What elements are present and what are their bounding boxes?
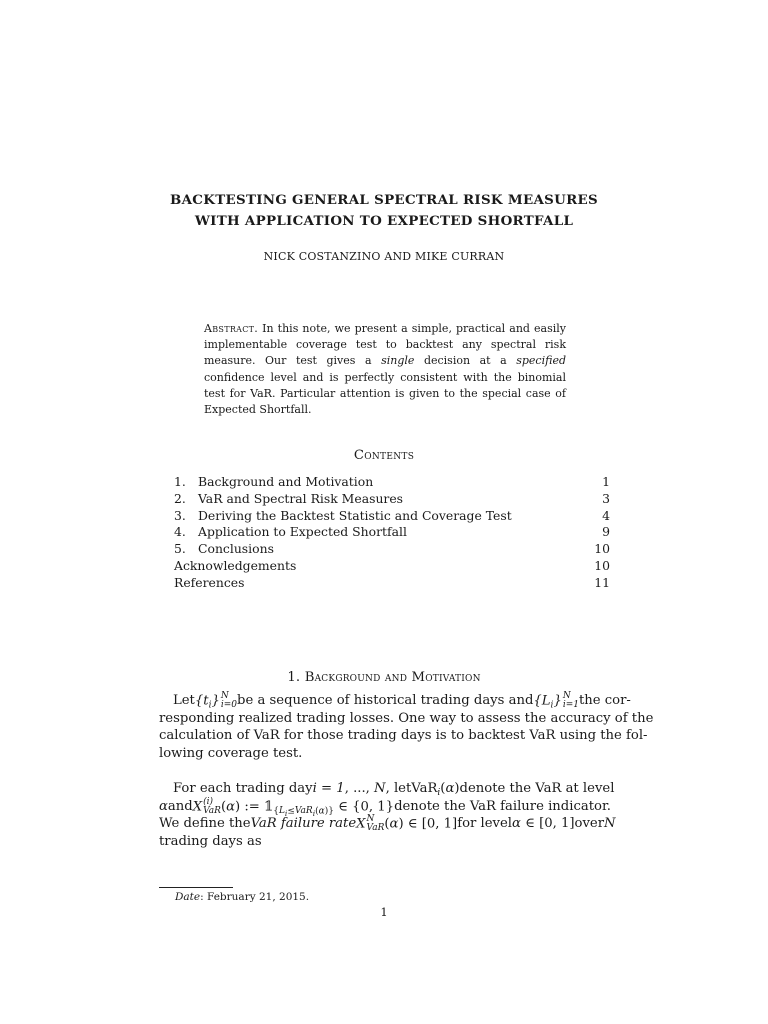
footnote-date [175,891,309,903]
contents-heading: Contents [353,448,415,463]
text-span: denote the VaR at level [459,781,615,796]
title-line-2: WITH APPLICATION TO EXPECTED SHORTFALL [194,213,574,229]
toc-entry-number: 2. [174,490,186,506]
math-failure-rate: X N VaR (α) ∈ [0, 1] [356,814,458,834]
section-1-heading [100,670,668,685]
paragraph-2 [159,780,616,850]
text-span: and [167,798,193,814]
paragraph-line [159,780,615,798]
toc-entry-title: Background and Motivation [198,474,374,489]
toc-entry-page: 10 [594,541,610,557]
abstract-text-a: In this note, we present a simple, practical and easily implementable coverage test to backtest any spectral risk measure. Our test gives a [204,322,566,368]
toc-entry-title: Conclusions [198,541,274,557]
math-indicator: X (i) VaR (α) := $𝟙_{\{L_i\le VaR_i(\alpha)\}}$ ∈ {0, 1} [192,796,395,818]
toc-entry-number: 3. [174,507,186,523]
toc-entry-number: 5. [174,541,186,557]
paper-title [100,190,668,232]
paragraph-line [159,798,609,816]
text-span: over [574,816,605,832]
title-line-1: BACKTESTING GENERAL SPECTRAL RISK MEASURES [170,192,598,208]
math-n: N [604,816,616,832]
text-span: We define the [159,816,251,832]
emph-var-failure-rate: VaR failure rate [250,816,357,832]
paper-authors: NICK COSTANZINO AND MIKE CURRAN [263,250,505,263]
text-span: denote the VaR failure indicator. [394,798,611,814]
math-t-sequence: $\{t_i\}$ N i=0 [194,691,238,711]
text-span: For each trading day [173,781,313,796]
toc-entry-title: Deriving the Backtest Statistic and Coverage Test [198,507,512,523]
text-span: be a sequence of historical trading days and [237,693,534,708]
toc-entry-title: Acknowledgements [174,557,297,573]
math-l-sequence: $\{L_i\}$ N i=1 [533,691,579,711]
toc-entry-page: 3 [602,490,610,506]
toc-entry-page: 10 [594,557,610,573]
toc-entry-page: 9 [602,524,610,540]
page-number: 1 [380,905,388,919]
toc-entry-page: 4 [602,507,610,523]
toc-entry-page: 1 [602,474,610,489]
text-span: for level [457,816,512,832]
toc-entry-title: VaR and Spectral Risk Measures [198,490,404,506]
toc-entry-4[interactable] [174,524,610,541]
toc-entry-number: 4. [174,524,186,540]
footnote-rule [159,887,233,888]
toc-entry-title: References [174,574,245,590]
text-span: , let [385,781,412,796]
text-span: Let [173,693,195,708]
paragraph-line [159,691,631,711]
abstract-emph-specified: specified [516,354,566,368]
toc-entry-title: Application to Expected Shortfall [198,524,407,540]
paragraph-line: responding realized trading losses. One way to assess the accuracy of the [159,710,654,726]
toc-entry-number: 1. [174,474,186,489]
abstract [204,321,566,418]
toc-entry-page: 11 [594,574,610,590]
toc-entry-5[interactable] [174,541,610,558]
abstract-label: Abstract. [204,322,259,335]
toc-entry-1[interactable] [174,474,610,491]
paragraph-line: lowing coverage test. [159,745,303,761]
table-of-contents [174,474,610,592]
paragraph-line [159,814,616,834]
paragraph-1 [159,691,654,762]
section-title: Background and Motivation [304,670,481,685]
paragraph-line: trading days as [159,833,262,849]
section-number: 1. [287,670,301,685]
math-var-i: VaR$_i$(α) [411,781,460,798]
toc-entry-3[interactable] [174,508,610,525]
abstract-text-c: confidence level and is perfectly consistent with the binomial test for VaR. Particular attention is given to the special case of Expected Shortfall. [204,370,566,417]
abstract-text-b: decision at a [414,354,517,368]
math-i-range: i = 1, ..., N [312,781,386,796]
toc-entry-2[interactable] [174,491,610,508]
text-span: the cor- [579,693,631,708]
math-alpha: α [159,798,168,814]
toc-entry-references[interactable] [174,575,610,592]
footnote-text: : February 21, 2015. [200,891,310,903]
abstract-emph-single: single [381,354,415,368]
toc-entry-acknowledgements[interactable] [174,558,610,575]
paragraph-line: calculation of VaR for those trading days is to backtest VaR using the fol- [159,728,648,744]
footnote-label: Date [175,891,201,903]
math-alpha-range: α ∈ [0, 1] [512,816,575,832]
